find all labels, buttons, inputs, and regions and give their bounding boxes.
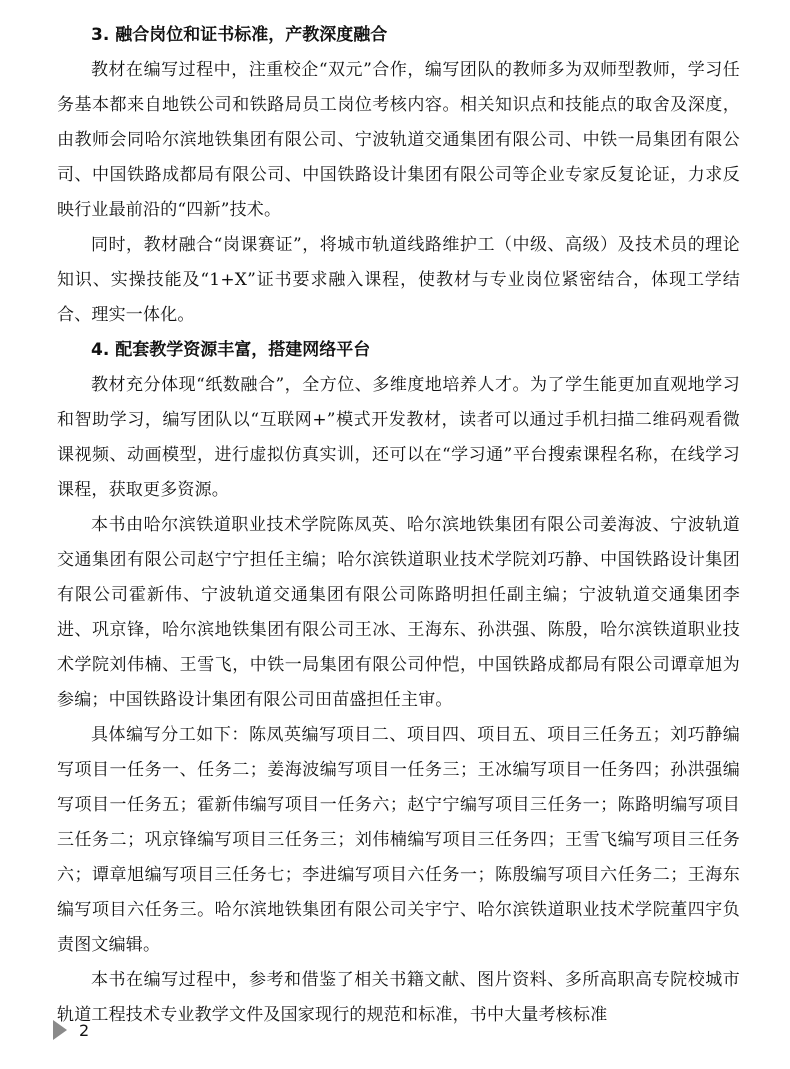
paragraph-editors: 本书由哈尔滨铁道职业技术学院陈凤英、哈尔滨地铁集团有限公司姜海波、宁波轨道交通集团有限公司赵宁宁担任主编；哈尔滨铁道职业技术学院刘巧静、中国铁路设计集团有限公司霍新伟、宁波轨道交通集团有限公司陈路明担任副主编；宁波轨道交通集团李进、巩京锋，哈尔滨地铁集团有限公司王冰、王海东、孙洪强、陈殷，哈尔滨铁道职业技术学院刘伟楠、王雪飞，中铁一局集团有限公司仲恺，中国铁路成都局有限公司谭章旭为参编；中国铁路设计集团有限公司田苗盛担任主审。 [57,515,740,710]
paragraph-references: 本书在编写过程中，参考和借鉴了相关书籍文献、图片资料、多所高职高专院校城市轨道工程技术专业教学文件及国家现行的规范和标准，书中大量考核标准 [57,970,740,1025]
triangle-right-icon [53,1020,67,1040]
page-body [57,18,740,1033]
section-heading-3: 3. 融合岗位和证书标准，产教深度融合 [91,25,388,45]
paragraph-gangkesaizheng: 同时，教材融合“岗课赛证”，将城市轨道线路维护工（中级、高级）及技术员的理论知识、实操技能及“1+X”证书要求融入课程，使教材与专业岗位紧密结合，体现工学结合、理实一体化。 [57,235,740,325]
section-heading-4: 4. 配套教学资源丰富，搭建网络平台 [91,340,371,360]
page-number: 2 [79,1020,90,1040]
paragraph-division-of-work: 具体编写分工如下：陈凤英编写项目二、项目四、项目五、项目三任务五；刘巧静编写项目一任务一、任务二；姜海波编写项目一任务三；王冰编写项目一任务四；孙洪强编写项目一任务五；霍新伟编写项目一任务六；赵宁宁编写项目三任务一；陈路明编写项目三任务二；巩京锋编写项目三任务三；刘伟楠编写项目三任务四；王雪飞编写项目三任务六；谭章旭编写项目三任务七；李进编写项目六任务一；陈殷编写项目六任务二；王海东编写项目六任务三。哈尔滨地铁集团有限公司关宇宁、哈尔滨铁道职业技术学院董四宇负责图文编辑。 [57,725,740,955]
page-footer [53,1020,89,1040]
paragraph-digital-resources: 教材充分体现“纸数融合”，全方位、多维度地培养人才。为了学生能更加直观地学习和智助学习，编写团队以“互联网+”模式开发教材，读者可以通过手机扫描二维码观看微课视频、动画模型，进行虚拟仿真实训，还可以在“学习通”平台搜索课程名称，在线学习课程，获取更多资源。 [57,375,740,500]
paragraph-school-enterprise: 教材在编写过程中，注重校企“双元”合作，编写团队的教师多为双师型教师，学习任务基本都来自地铁公司和铁路局员工岗位考核内容。相关知识点和技能点的取舍及深度，由教师会同哈尔滨地铁集团有限公司、宁波轨道交通集团有限公司、中铁一局集团有限公司、中国铁路成都局有限公司、中国铁路设计集团有限公司等企业专家反复论证，力求反映行业最前沿的“四新”技术。 [57,60,740,220]
